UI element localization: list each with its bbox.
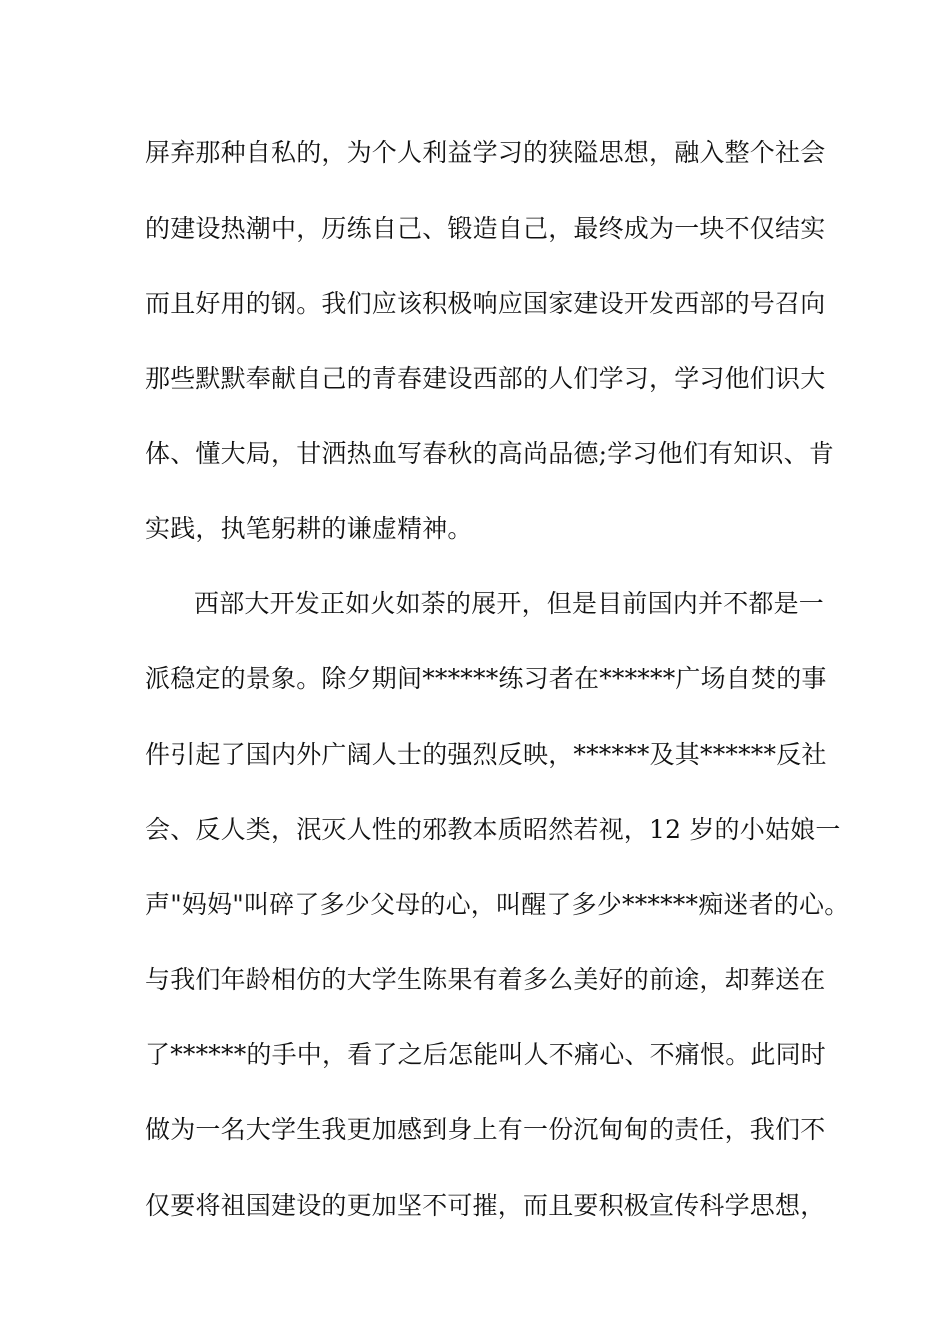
paragraph-2-line-4: 会、反人类，泯灭人性的邪教本质昭然若视，12 岁的小姑娘一 <box>145 815 841 844</box>
paragraph-2-line-6: 与我们年龄相仿的大学生陈果有着多么美好的前途，却葬送在 <box>145 965 826 994</box>
paragraph-1-line-6: 实践，执笔躬耕的谦虚精神。 <box>145 514 473 543</box>
paragraph-2-line-8: 做为一名大学生我更加感到身上有一份沉甸甸的责任，我们不 <box>145 1115 826 1144</box>
paragraph-2-line-1: 西部大开发正如火如荼的展开，但是目前国内并不都是一 <box>194 589 825 618</box>
paragraph-1-line-1: 屏弃那种自私的，为个人利益学习的狭隘思想，融入整个社会 <box>145 138 826 167</box>
paragraph-1-line-4: 那些默默奉献自己的青春建设西部的人们学习，学习他们识大 <box>145 364 826 393</box>
paragraph-2-line-3: 件引起了国内外广阔人士的强烈反映，******及其******反社 <box>145 740 827 769</box>
paragraph-1-line-3: 而且好用的钢。我们应该积极响应国家建设开发西部的号召向 <box>145 289 826 318</box>
paragraph-1-line-5: 体、懂大局，甘洒热血写春秋的高尚品德;学习他们有知识、肯 <box>145 439 835 468</box>
paragraph-2-line-7: 了******的手中，看了之后怎能叫人不痛心、不痛恨。此同时 <box>145 1040 827 1069</box>
paragraph-1-line-2: 的建设热潮中，历练自己、锻造自己，最终成为一块不仅结实 <box>145 214 826 243</box>
paragraph-2-line-5: 声"妈妈"叫碎了多少父母的心，叫醒了多少******痴迷者的心。 <box>145 890 850 919</box>
paragraph-2-line-9: 仅要将祖国建设的更加坚不可摧，而且要积极宣传科学思想， <box>145 1191 826 1220</box>
paragraph-2-line-2: 派稳定的景象。除夕期间******练习者在******广场自焚的事 <box>145 664 827 693</box>
